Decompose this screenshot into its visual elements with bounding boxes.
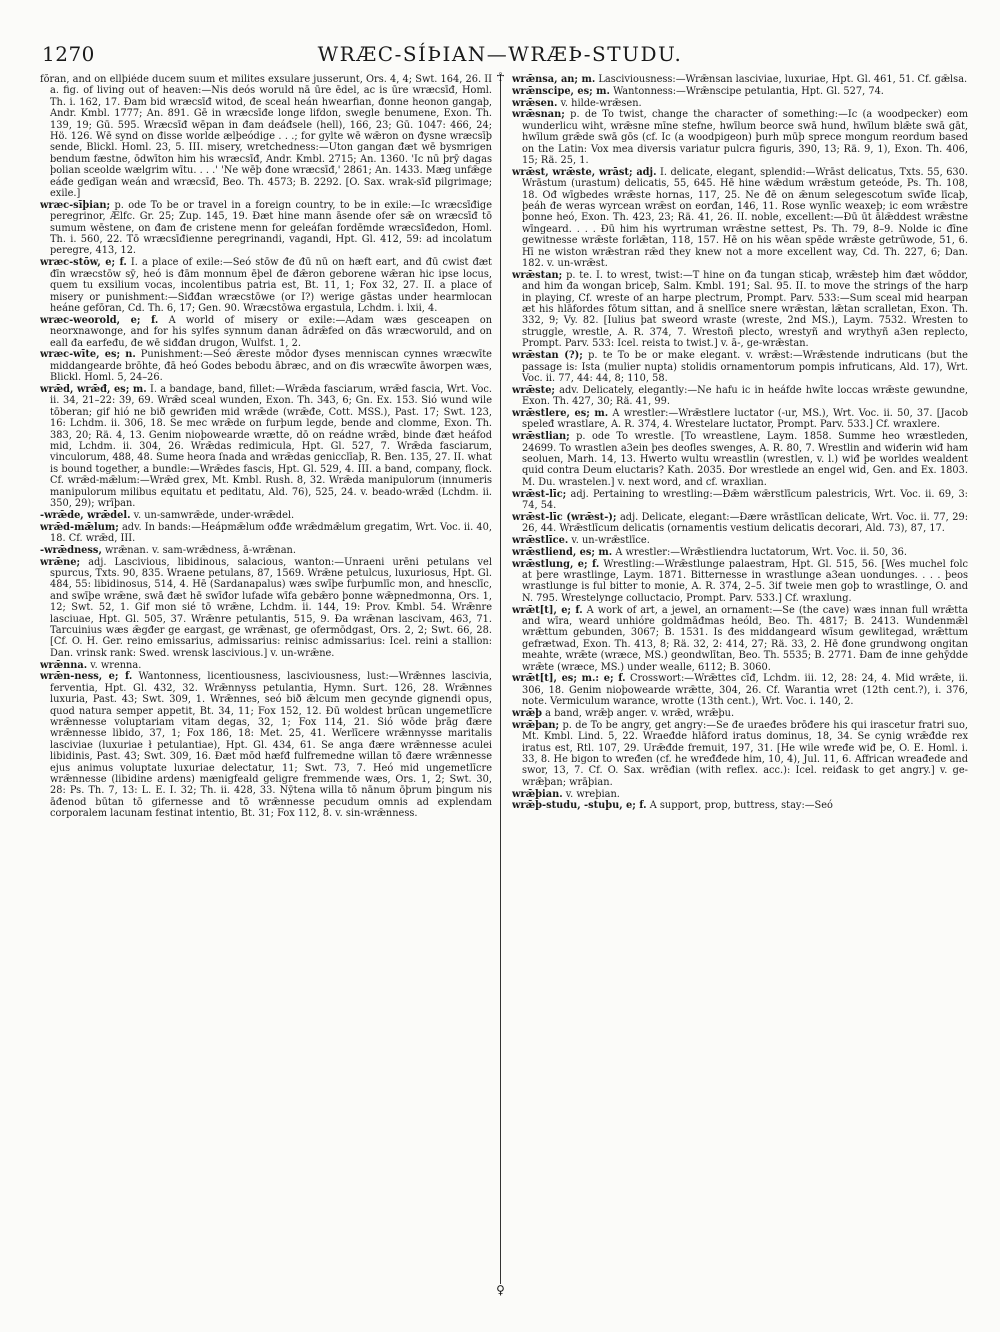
entry-headword: wrǣste; — [512, 384, 556, 396]
dictionary-entry — [512, 720, 968, 788]
entry-headword: wræc-stōw, e; f. — [40, 257, 127, 269]
dictionary-entry — [512, 708, 968, 719]
entry-text: I. a bandage, band, fillet:—Wrǣda fasciarum, wrǣd fascia, Wrt. Voc. ii. 34, 21–22: 39, 69. Wrǣd sceal wunden, Exon. Th. 343, 6; Gn. Ex. 153. Sió wund wile tōberan; gif hió ne bið gewriđen mid wrǣde (wrǣđe, Cott. MSS.), Past. 17; Swt. 123, 16: Lchdm. ii. 306, 18. Se mec wrǣde on furþum legde, bende and clomme, Exon. Th. 383, 20; Rä. 4, 13. Genim nioþowearde wrætte, dō on reádne wrǣd, binde đæt heáfod mid, Lchdm. ii. 304, 26. Wrǣdas redimicula, Hpt. Gl. 527, 7. Wrǣda fasciarum, vinculorum, 488, 48. Sume heora ſnada and wrǣdas genicclīaþ, R. Ben. 135, 27. II. what is bound together, a bundle:—Wrǣdes fascis, Hpt. Gl. 529, 4. III. a band, company, flock. Cf. wrǣd-mǣlum:—Wrǣd grex, Mt. Kmbl. Rush. 8, 32. Wrǣda manipulorum (innumeris manipulorum milibus equitatu et peditatu, Ald. 76), 525, 24. v. beado-wrǣd (Lchdm. ii. 350, 29); wrīþan. — [50, 383, 492, 509]
page-number: 1270 — [42, 42, 95, 66]
entry-text: Lasciviousness:—Wrǣnsan lasciviae, luxuriae, Hpt. Gl. 461, 51. Cf. gǣlsa. — [598, 74, 968, 85]
entry-text: wrǣnan. v. sam-wrǣdness, ā-wrǣnan. — [105, 544, 296, 556]
entry-text: v. wrenna. — [90, 659, 142, 671]
entry-text: v. un-wrǣstlīce. — [571, 534, 650, 546]
dictionary-entry — [512, 385, 968, 408]
divider-ornament-bottom: ♀ — [496, 1283, 505, 1297]
entry-text: I. a place of exile:—Seó stōw đe đū nū on hæft eart, and đū cwist đæt đīn wræcstōw sȳ, heó is đām monnum ēþel đe đǣron geborene wǣran hic ipse locus, quem tu exsilium vocas, incolentibus patria est, Bt. 11, 1; Fox 32, 27. II. a place of misery or punishment:—Siđđan wræcstōwe (or I?) werige gāstas under hearmlocan heáne gefōran, Cd. Th. 6, 17; Gen. 90. Wræcstōwa ergastula, Lchdm. i. lxii, 4. — [50, 257, 492, 314]
entry-text: Wantonness, licentiousness, lasciviousness, lust:—Wrǣnnes lascivia, ferventia, Hpt. Gl. 432, 32. Wrǣnnyss petulantia, Hymn. Surt. 126, 28. Wrǣnnes luxuria, Past. 43; Swt. 309, 1. Wrǣnnes, seó bið ǣlcum men gecynde gignendi opus, quod natura semper appetit, Bt. 34, 11; Fox 152, 12. Đū woldest brūcan ungemetlīcre wrǣnnesse voluptariam vitam degas, 32, 1; Fox 114, 21. Sió wōde þrāg đære wrǣnnesse libido, 37, 1; Fox 186, 18: Met. 25, 41. Werlīcere wrǣnnysse maritalis lasciviae (luxuriae ł petulantiae), Hpt. Gl. 434, 61. Se anga đære wrǣnnesse aculei libidinis, Past. 43; Swt. 309, 16. Đæt mōd hæfđ fulfremedne willan tō đære wrǣnnesse ejus animus voluptate luxuriae delectatur, 11; Swt. 73, 7. Heó mid ungemetlīcre wrǣnnesse (libidine ardens) mænigfeald geligre fremmende wæs, Ors. 1, 2; Swt. 30, 28: Ps. Th. 7, 13: L. E. I. 32; Th. ii. 428, 33. Nȳtena willa tō nānum ōþrum þingum nis āđenod būtan tō gifernesse and tō wrǣnnesse pecudum omnis ad explendam corporalem lacunam festinat intentio, Bt. 31; Fox 112, 8. v. sin-wrǣnness. — [50, 671, 492, 820]
entry-headword: wrǣsnan; — [512, 109, 565, 121]
entry-headword: wrǣstlian; — [512, 431, 570, 443]
dictionary-entry — [40, 660, 492, 671]
entry-text: Punishment:—Seó ǣreste mōdor đyses menniscan cynnes wræcwīte middangearde brōhte, đā heó Godes bebodu ābræc, and on đis wræcwīte āworpen wæs, Blickl. Homl. 5, 24–26. — [50, 349, 492, 384]
dictionary-entry — [512, 167, 968, 270]
entry-headword: wrǣd, wrǣđ, es; m. — [40, 383, 147, 395]
entry-headword: wrǣt[t], e; f. — [512, 604, 583, 616]
dictionary-entry — [40, 200, 492, 257]
entry-headword: wrǣne; — [40, 556, 81, 568]
dictionary-entry — [40, 315, 492, 349]
entry-text: a band, wrǣþ anger. v. wrǣd, wrǣþu. — [545, 707, 735, 719]
right-column — [512, 74, 968, 1302]
entry-headword: wræc-sīþian; — [40, 199, 111, 211]
entry-headword: wrǣstlīce. — [512, 534, 569, 546]
entry-text: p. te To be or make elegant. v. wrǣst:—Wrǣstende indruticans (but the passage is: Ista (mulier nupta) stolidis ornamentorum pompis infruticans, Ald. 17), Wrt. Voc. ii. 77, 44: 44, 8; 110, 58. — [522, 350, 968, 384]
entry-text: p. de To twist, change the character of something:—Ic (a woodpecker) eom wunderlicu wiht, wrǣsne mīne stefne, hwīlum beorce swā hund, hwīlum blǣte swā gāt, hwīlum grǣde swā gōs (cf. Ic (a woodpigeon) þurh mūþ sprece mongum reordum based on the Latin: Vox mea diversis variatur pulcra figuris, 390, 13; Rä. 9, 1), Exon. Th. 406, 15; Rä. 25, 1. — [522, 109, 968, 167]
entry-text: p. de To be angry, get angry:—Se đe uraeđes brōđere his qui irascetur fratri suo, Mt. Kmbl. Lind. 5, 22. Wraeđde hlāford iratus dominus, 18, 34. Se cynig wrǣđde rex iratus est, Rtl. 107, 29. Urǣđde fremuit, 197, 31. [He wile wređe wiđ þe, O. E. Homl. i. 33, 8. He bigon to wređen (cf. he wređđede him, 10, 4), Jul. 11, 6. Affrican wreađede and swor, 13, 7. Cf. O. Sax. wrēđian (with reflex. acc.): Icel. reiđask to get angry.] v. ge-wrǣþan; wrāþian. — [522, 719, 968, 788]
entry-headword: wrǣþ-studu, -stuþu, e; f. — [512, 800, 647, 812]
entry-text: I. delicate, elegant, splendid:—Wrāst delicatus, Txts. 55, 630. Wrāstum (urastum) delicatis, 55, 645. Hē hine wǣdum wrǣstum geteóde, Ps. Th. 108, 18. Ođ wīgbedes wrǣste hornas, 117, 25. Ne đē on ǣnum selegescotum swīđe līcaþ, þeáh đe weras wyrcean wrǣst on eorđan, 146, 11. Rose wynlīc weaxeþ; ic eom wrǣstre þonne heó, Exon. Th. 423, 23; Rä. 41, 26. II. noble, excellent:—Đū ūt ālǣddest wrǣstne wīngeard. . . . Đū him his wyrtruman wrǣstne settest, Ps. Th. 79, 8–9. Nolde ic đīne gewitnesse wrǣste forlǣtan, 118, 157. Hē on his wēan spēde wrǣste getrūwode, 51, 6. Hī ne wiston wrǣstran rǣd they knew not a more excellent way, Cd. Th. 227, 6; Dan. 182. v. un-wrǣst. — [522, 166, 968, 270]
dictionary-entry — [512, 270, 968, 350]
entry-headword: -wrǣde, wrǣdel. — [40, 509, 131, 521]
dictionary-entry — [40, 522, 492, 545]
dictionary-entry — [512, 408, 968, 431]
entry-text: A support, prop, buttress, stay:—Seó — [649, 800, 833, 812]
entry-headword: wrǣst, wrǣste, wrāst; adj. — [512, 166, 657, 178]
dictionary-entry — [512, 673, 968, 707]
dictionary-entry — [40, 349, 492, 383]
entry-headword: wrǣþan; — [512, 719, 560, 731]
entry-text: v. hilde-wrǣsen. — [560, 97, 642, 109]
column-divider — [500, 74, 501, 1284]
dictionary-entry — [512, 350, 968, 384]
dictionary-entry — [40, 510, 492, 521]
entry-headword: wrǣnna. — [40, 659, 88, 671]
entry-text: adv. In bands:—Heápmǣlum ođđe wrǣdmǣlum gregatim, Wrt. Voc. ii. 40, 18. Cf. wrǣd, III. — [50, 521, 492, 544]
dictionary-entry — [512, 800, 968, 811]
entry-text: A wrestler:—Wrǣstlere luctator (-ur, MS.), Wrt. Voc. ii. 50, 37. [Jacob speleđ wrastlare, A. R. 374, 4. Wrestelare luctator, Prompt. Parv. 533.] Cf. wraxlere. — [522, 407, 968, 431]
dictionary-entry — [512, 512, 968, 535]
entry-headword: wrǣnscipe, es; m. — [512, 85, 610, 97]
entry-headword: wrǣstlung, e; f. — [512, 558, 600, 570]
dictionary-entry — [512, 98, 968, 109]
entry-text: adj. Delicate, elegant:—Đære wrāstlīcan delicate, Wrt. Voc. ii. 77, 29: 26, 44. Wrǣstlīcum delicatis (ornamentis vestium delicatis decorari, Ald. 73), 87, 17. — [522, 511, 968, 535]
dictionary-entry — [512, 789, 968, 800]
entry-headword: wræc-wīte, es; n. — [40, 349, 136, 361]
entry-text: A work of art, a jewel, an ornament:—Se (the cave) wæs innan full wrǣtta and wīra, weard unhióre goldmāđmas heóld, Beo. Th. 4817; B. 2413. Wundenmǣl wrǣttum gebunden, 3067; B. 1531. Is đes middangeard wīsum gewlitegad, wrǣttum gefrætwad, Exon. Th. 413, 8; Rä. 32, 2: 414, 27; Rä. 33, 2. Hē đone grundwong ongitan meahte, wrǣte (wræce, MS.) geondwlītan, Beo. Th. 5535; B. 2771. Đam đe inne gehȳdde wrǣte (wræce, MS.) under wealle, 6112; B. 3060. — [522, 604, 968, 673]
dictionary-entry — [512, 74, 968, 85]
entry-headword: wrǣd-mǣlum; — [40, 521, 119, 533]
entry-headword: wrǣst-līc (wrǣst-); — [512, 511, 617, 523]
entry-headword: wrǣnsa, an; m. — [512, 74, 596, 85]
entry-text: v. un-samwrǣde, under-wrǣdel. — [133, 509, 295, 521]
entry-headword: wrǣstan (?); — [512, 350, 583, 362]
divider-ornament-top: ☥ — [496, 70, 505, 84]
dictionary-entry — [40, 545, 492, 556]
entry-headword: wrǣn-ness, e; f. — [40, 671, 133, 683]
dictionary-entry — [512, 605, 968, 673]
entry-text: fŏran, and on ellþiéde ducem suum et milites exsulare jusserunt, Ors. 4, 4; Swt. 164, 26. II a. fig. of living out of heaven:—Nis deós woruld nā ūre ēdel, ac is ūre wræcsīđ, Homl. Th. i. 162, 17. Đam bid wræcsīđ witod, đe sceal heán hwearfian, đonne heonon gangaþ, Andr. Kmbl. 1777; An. 891. Gē in wræcsīđe longe lifdon, swegle benumene, Exon. Th. 139, 19; Gū. 595. Wræcsīđ wēpan in đam deáđsele (hell), 166, 23; Gū. 1047: 466, 24; Hö. 126. Wē synd on đisse worlde ælþeódige . . .; for gylte wē wǣron on đysne wræcsīþ sende, Blickl. Homl. 23, 5. III. misery, wretchedness:—Uton gangan đæt wē bysmrigen bendum fæstne, ōdwīton him his wræcsīđ, Andr. Kmbl. 2715; An. 1360. 'Ic nū þrȳ dagas þolian sceolde wælgrim wītu. . . .' 'Ne wēþ đone wræcsīđ,' 2861; An. 1433. Mæg unfǣge eáđe gedīgan weán and wræcsīđ, Beo. Th. 4573; B. 2292. [O. Sax. wrak-sīđ pilgrimage; exile.] — [40, 74, 492, 200]
dictionary-entry — [40, 557, 492, 660]
entry-headword: wrǣþ — [512, 707, 542, 719]
entry-text: Wrestling:—Wrǣstlunge palaestram, Hpt. Gl. 515, 56. [Wes muchel folc at þere wrastlinge, Laym. 1871. Bitternesse in wrastlunge a3ean uondunges. . . . þeos wrastlunge is ful bitter to monie, A. R. 374, 2–5. 3if tweie men goþ to wrastlinge, O. and N. 795. Wrestelynge colluctacio, Prompt. Parv. 533.] Cf. wraxlung. — [522, 558, 968, 604]
entry-headword: wrǣstliend, es; m. — [512, 546, 613, 558]
dictionary-entry — [40, 257, 492, 314]
dictionary-entry — [40, 671, 492, 819]
dictionary-entry — [512, 431, 968, 488]
entry-headword: wrǣþian. — [512, 788, 563, 800]
entry-headword: wrǣstlere, es; m. — [512, 407, 609, 419]
dictionary-entry — [40, 384, 492, 509]
entry-text: Crosswort:—Wrǣttes cīđ, Lchdm. iii. 12, 28: 24, 4. Mid wrǣte, ii. 306, 18. Genim nioþowearde wrǣtte, 304, 26. Cf. Warantia wret (12th cent.?), i. 376, note. Vermiculum warance, wrotte (13th cent.), Wrt. Voc. i. 140, 2. — [522, 673, 968, 708]
entry-headword: wrǣt[t], es; m.: e; f. — [512, 673, 626, 685]
dictionary-entry — [512, 86, 968, 97]
entry-headword: wrǣst-līc; — [512, 488, 567, 500]
entry-text: A wrestler:—Wrǣstliendra luctatorum, Wrt. Voc. ii. 50, 36. — [615, 546, 907, 558]
running-title: WRÆC-SÍÞIAN—WRÆÞ-STUDU. — [317, 42, 683, 66]
entry-headword: wrǣsen. — [512, 97, 558, 109]
dictionary-entry — [512, 109, 968, 166]
page-header — [30, 38, 970, 68]
entry-text: adj. Pertaining to wrestling:—Đǣm wǣrstlīcum palestricis, Wrt. Voc. ii. 69, 3: 74, 54. — [522, 488, 968, 511]
entry-text: adv. Delicately, elegantly:—Ne hafu ic in heáfde hwīte loccas wrǣste gewundne, Exon. Th. 427, 30; Rä. 41, 99. — [522, 384, 968, 408]
left-column — [40, 74, 492, 1302]
entry-headword: -wrǣdness, — [40, 544, 102, 556]
dictionary-entry — [40, 74, 492, 199]
entry-text: p. ode To wrestle. [To wreastlene, Laym. 1858. Summe heo wræstleden, 24699. To wrastlen a3ein þes deofles swenges, A. R. 80, 7. Wrestlin and wiđerin wiđ ham seoluen, Marh. 14, 13. Hwerto wultu wreastlin (wrestlen, v. l.) wiđ þe worldes wealdent quid contra Deum eluctaris? Kath. 2035. Đor wrestlede an engel wid, Gen. and Ex. 1803. M. Du. wrastelen.] v. next word, and cf. wraxlian. — [522, 431, 968, 488]
entry-text: p. ode To be or travel in a foreign country, to be in exile:—Ic wræcsīđige peregrinor, Ælfc. Gr. 25; Zup. 145, 19. Đæt hine mann āsende ofer sǣ on wræcsīđ tō sumum wēstene, on đam đe cristene menn for geleáfan fordēmde wræcsīđedon, Homl. Th. i. 560, 22. Tō wræcsīđienne peregrinandi, vagandi, Hpt. Gl. 412, 59: ad incolatum peregre, 413, 12. — [50, 199, 492, 257]
dictionary-entry — [512, 489, 968, 512]
entry-headword: wrǣstan; — [512, 269, 563, 281]
dictionary-entry — [512, 535, 968, 546]
entry-text: p. te. I. to wrest, twist:—T hine on đa tungan sticaþ, wrǣsteþ him đæt wōddor, and him đa wongan briceþ, Salm. Kmbl. 191; Sal. 95. II. to move the strings of the harp in playing, Cf. wreste of an harpe plectrum, Prompt. Parv. 533:—Sum sceal mid hearpan æt his hlāfordes fōtum sittan, and ā snellīce snere wrǣstan, lǣtan scralletan, Exon. Th. 332, 9; Vy. 82. [Iulius þat sweord wraste (wreste, 2nd MS.), Laym. 7532. Wresten to struggle, wrestle, A. R. 374, 7. Wrestoñ plecto, wrestyñ and wrythyñ a3en replecto, Prompt. Parv. 533: Icel. reista to twist.] v. ā-, ge-wrǣstan. — [522, 269, 968, 350]
entry-text: Wantonness:—Wrǣnscipe petulantia, Hpt. Gl. 527, 74. — [613, 85, 884, 97]
entry-text: A world of misery or exile:—Adam wæs gesceapen on neorxnawonge, and for his sylfes synnum danan ādrǣfed on đās wræcworuld, and on eall đa earfeđu, đe wē siđđan drugon, Wulfst. 1, 2. — [50, 314, 492, 349]
entry-text: adj. Lascivious, libidinous, salacious, wanton:—Unraeni urēni petulans vel spurcus, Txts. 90, 835. Wraene petulans, 87, 1569. Wrǣne petulcus, luxuriosus, Hpt. Gl. 484, 55: libidinosus, 514, 4. Hē (Sardanapalus) wæs swīþe furþumlīc mon, and hnesclīc, and swīþe wrǣne, swā đæt hē swīđor lufade wīfa gebǣro þonne wǣpnedmonna, Ors. 1, 12; Swt. 52, 1. Gif mon sié tō wrǣne, Lchdm. ii. 144, 19: Prov. Kmbl. 54. Wrǣnre lasciuae, Hpt. Gl. 505, 37. Wrǣnre petulantis, 515, 9. Đa wrǣnan lascivam, 463, 71. Tarcuinius wæs ǣgđer ge eargast, ge wrǣnast, ge ofermōdgast, Ors. 2, 2; Swt. 66, 28. [Cf. O. H. Ger. reino emissarius, admissarius: reinisc admissarius: Icel. reini a stallion: Dan. vrinsk rank: Swed. wrensk lascivious.] v. un-wrǣne. — [50, 556, 492, 659]
dictionary-entry — [512, 547, 968, 558]
entry-headword: wræc-weorold, e; f. — [40, 314, 159, 326]
entry-text: v. wreþian. — [565, 788, 620, 800]
dictionary-entry — [512, 559, 968, 605]
